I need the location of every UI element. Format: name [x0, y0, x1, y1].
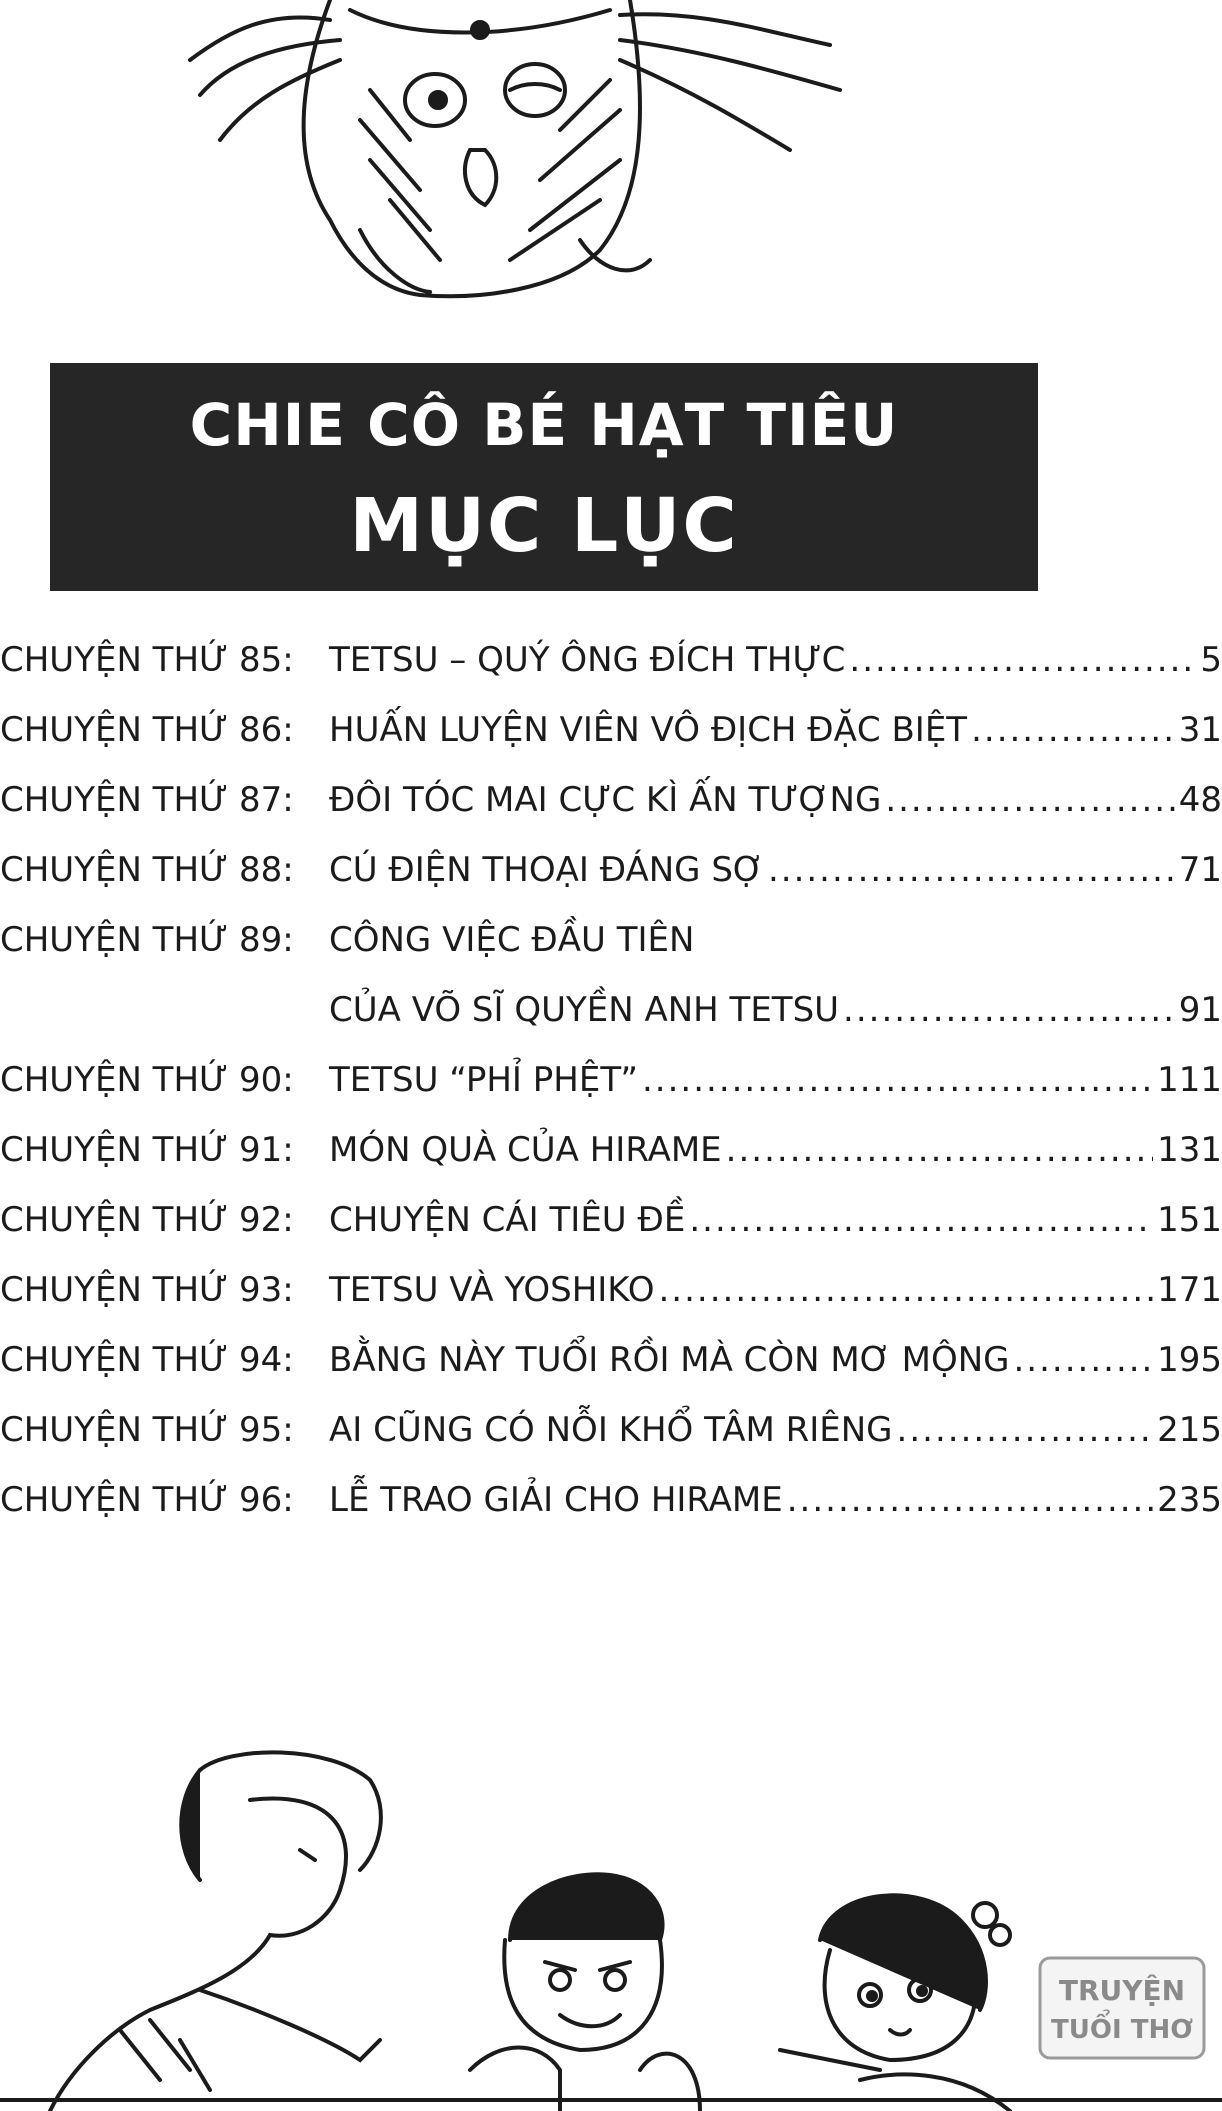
chapter-title: AI CŨNG CÓ NỖI KHỔ TÂM RIÊNG — [329, 1410, 893, 1450]
leader-dots — [885, 770, 1174, 830]
svg-text:TUỔI THƠ: TUỔI THƠ — [1051, 2015, 1193, 2045]
toc-row[interactable] — [0, 1050, 1222, 1110]
leader-dots — [849, 630, 1196, 690]
book-title: CHIE CÔ BÉ HẠT TIÊU — [189, 391, 899, 459]
chapter-title: TETSU “PHỈ PHỆT” — [329, 1060, 638, 1100]
page-number: 215 — [1157, 1410, 1222, 1450]
leader-dots — [843, 980, 1175, 1040]
leader-dots — [1013, 1330, 1153, 1390]
chapter-number: CHUYỆN THỨ 88: — [0, 850, 294, 890]
chapter-number: CHUYỆN THỨ 91: — [0, 1130, 294, 1170]
chapter-number: CHUYỆN THỨ 92: — [0, 1200, 294, 1240]
page-number: 111 — [1157, 1060, 1222, 1100]
leader-dots — [897, 1400, 1154, 1460]
toc-row[interactable] — [0, 1120, 1222, 1180]
leader-dots — [642, 1050, 1153, 1110]
page-number: 91 — [1178, 990, 1222, 1030]
chapter-title: CHUYỆN CÁI TIÊU ĐỀ — [329, 1200, 686, 1240]
page-number: 48 — [1178, 780, 1222, 820]
chapter-title: TETSU – QUÝ ÔNG ĐÍCH THỰC — [329, 640, 846, 680]
chapter-number: CHUYỆN THỨ 89: — [0, 920, 294, 960]
toc-row[interactable] — [0, 770, 1222, 830]
page-title: MỤC LỤC — [349, 483, 739, 569]
toc-row-continued[interactable] — [0, 980, 1222, 1040]
page-number: 31 — [1178, 710, 1222, 750]
chapter-number: CHUYỆN THỨ 85: — [0, 640, 294, 680]
cat-face-illustration — [180, 0, 900, 320]
chapter-title: BẰNG NÀY TUỔI RỒI MÀ CÒN MƠ MỘNG — [329, 1340, 1010, 1380]
page-number: 195 — [1157, 1340, 1222, 1380]
toc-row[interactable] — [0, 1330, 1222, 1390]
svg-text:TRUYỆN: TRUYỆN — [1058, 1974, 1186, 2007]
page-number: 235 — [1157, 1480, 1222, 1520]
chapter-title: ĐÔI TÓC MAI CỰC KÌ ẤN TƯỢNG — [329, 780, 882, 820]
toc-row[interactable] — [0, 630, 1222, 690]
chapter-title: LỄ TRAO GIẢI CHO HIRAME — [329, 1480, 783, 1520]
chapter-number: CHUYỆN THỨ 87: — [0, 780, 294, 820]
chapter-title-line2: CỦA VÕ SĨ QUYỀN ANH TETSU — [329, 990, 840, 1030]
chapter-title: CÚ ĐIỆN THOẠI ĐÁNG SỢ — [329, 850, 764, 890]
leader-dots — [787, 1470, 1153, 1530]
chapter-number: CHUYỆN THỨ 86: — [0, 710, 294, 750]
leader-dots — [689, 1190, 1153, 1250]
chapter-title: TETSU VÀ YOSHIKO — [329, 1270, 655, 1310]
leader-dots — [768, 840, 1175, 900]
chapter-number: CHUYỆN THỨ 90: — [0, 1060, 294, 1100]
toc-row[interactable] — [0, 1260, 1222, 1320]
toc-row[interactable] — [0, 910, 1222, 970]
chapter-title: HUẤN LUYỆN VIÊN VÔ ĐỊCH ĐẶC BIỆT — [329, 710, 968, 750]
page-number: 151 — [1157, 1200, 1222, 1240]
toc-row[interactable] — [0, 1190, 1222, 1250]
chapter-number: CHUYỆN THỨ 93: — [0, 1270, 294, 1310]
chapter-number: CHUYỆN THỨ 96: — [0, 1480, 294, 1520]
chapter-number: CHUYỆN THỨ 95: — [0, 1410, 294, 1450]
page-number: 131 — [1157, 1130, 1222, 1170]
chapter-number: CHUYỆN THỨ 94: — [0, 1340, 294, 1380]
chapter-title: MÓN QUÀ CỦA HIRAME — [329, 1130, 722, 1170]
page-number: 5 — [1200, 640, 1222, 680]
page-number: 71 — [1178, 850, 1222, 890]
leader-dots — [726, 1120, 1153, 1180]
chapter-title: CÔNG VIỆC ĐẦU TIÊN — [329, 920, 695, 960]
page-number: 171 — [1157, 1270, 1222, 1310]
toc-row[interactable] — [0, 1400, 1222, 1460]
title-banner — [50, 363, 1038, 591]
toc-row[interactable] — [0, 700, 1222, 760]
toc-row[interactable] — [0, 840, 1222, 900]
leader-dots — [971, 700, 1175, 760]
truyen-tuoi-tho-logo — [1036, 1954, 1208, 2062]
toc-row[interactable] — [0, 1470, 1222, 1530]
leader-dots — [659, 1260, 1154, 1320]
